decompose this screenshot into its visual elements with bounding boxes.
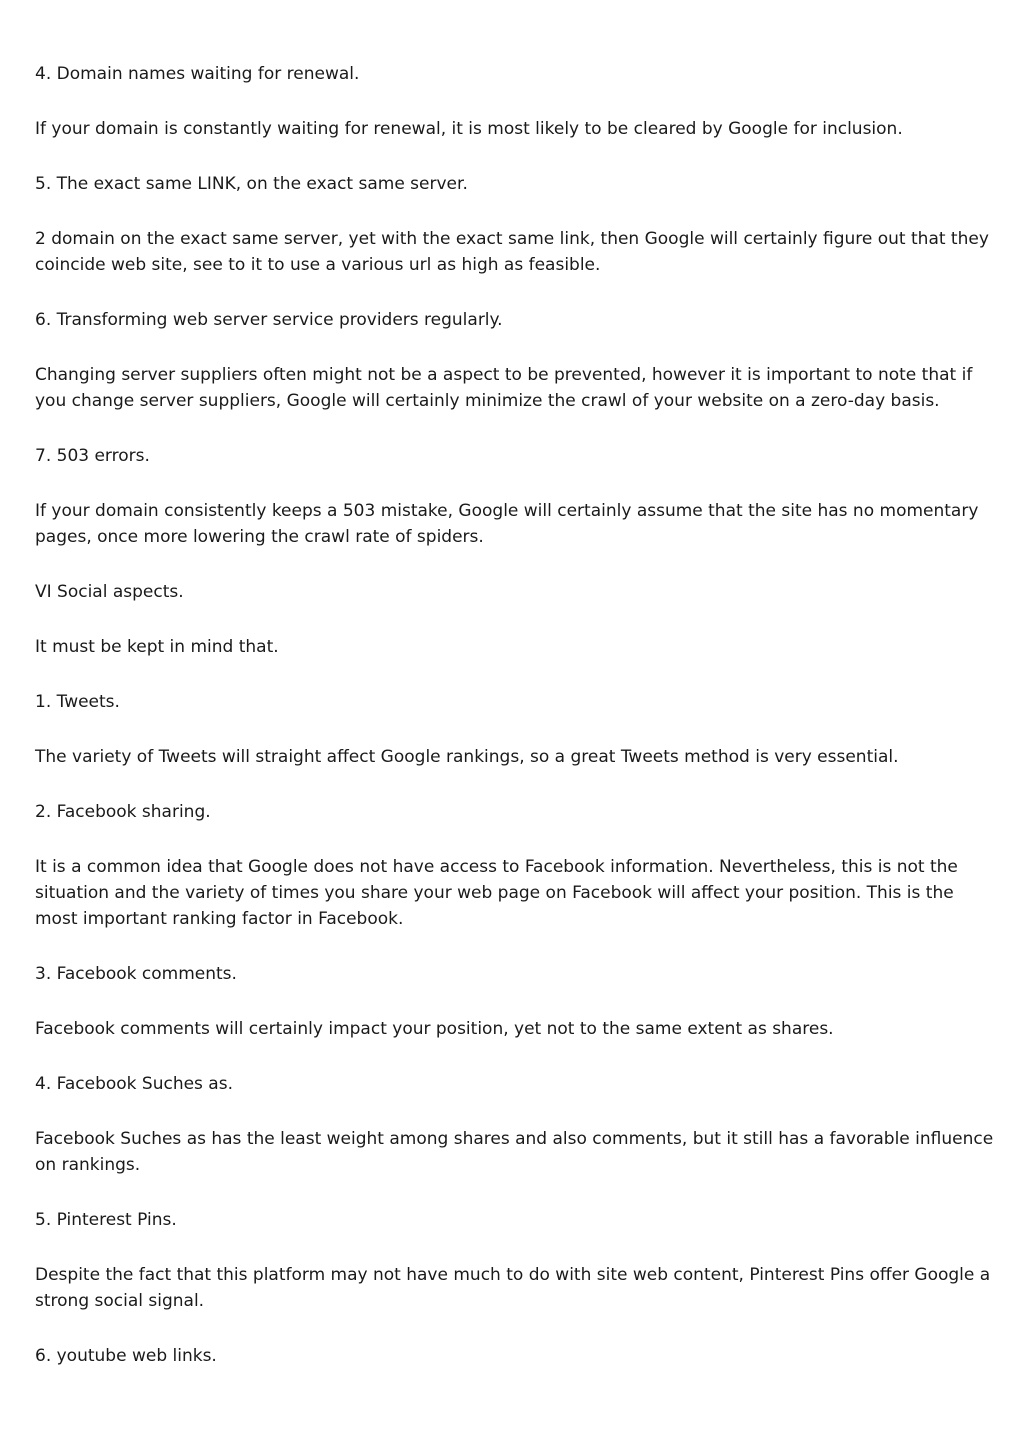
heading-tweets: 1. Tweets. [35,692,120,712]
heading-social-aspects: VI Social aspects. [35,582,184,602]
paragraph-changing-hosts: Changing server suppliers often might not be a aspect to be prevented, however it is important to note that if you change server suppliers, Google will certainly minimize the crawl of your website on a zero-day basis. [35,365,973,411]
paragraph-tweets: The variety of Tweets will straight affect Google rankings, so a great Tweets method is very essential. [35,747,899,767]
heading-pinterest-pins: 5. Pinterest Pins. [35,1210,177,1230]
heading-facebook-comments: 3. Facebook comments. [35,964,237,984]
document-page [35,61,995,1398]
paragraph-503-errors: If your domain consistently keeps a 503 mistake, Google will certainly assume that the site has no momentary pages, once more lowering the crawl rate of spiders. [35,501,979,547]
heading-503-errors: 7. 503 errors. [35,446,150,466]
heading-changing-hosts: 6. Transforming web server service providers regularly. [35,310,503,330]
paragraph-same-link-server: 2 domain on the exact same server, yet with the exact same link, then Google will certainly figure out that they coincide web site, see to it to use a various url as high as feasible. [35,229,989,275]
heading-same-link-server: 5. The exact same LINK, on the exact same server. [35,174,468,194]
paragraph-facebook-likes: Facebook Suches as has the least weight among shares and also comments, but it still has a favorable influence on rankings. [35,1129,994,1175]
heading-youtube-links: 6. youtube web links. [35,1346,217,1366]
heading-facebook-likes: 4. Facebook Suches as. [35,1074,233,1094]
heading-facebook-sharing: 2. Facebook sharing. [35,802,211,822]
paragraph-pinterest-pins: Despite the fact that this platform may not have much to do with site web content, Pinterest Pins offer Google a strong social signal. [35,1265,991,1311]
paragraph-facebook-comments: Facebook comments will certainly impact your position, yet not to the same extent as shares. [35,1019,834,1039]
paragraph-domain-renewal: If your domain is constantly waiting for renewal, it is most likely to be cleared by Google for inclusion. [35,119,903,139]
heading-domain-renewal: 4. Domain names waiting for renewal. [35,64,360,84]
paragraph-kept-in-mind: It must be kept in mind that. [35,637,279,657]
paragraph-facebook-sharing: It is a common idea that Google does not have access to Facebook information. Nevertheless, this is not the situation and the variety of times you share your web page on Facebook will affect your position. This is the most important ranking factor in Facebook. [35,857,958,929]
